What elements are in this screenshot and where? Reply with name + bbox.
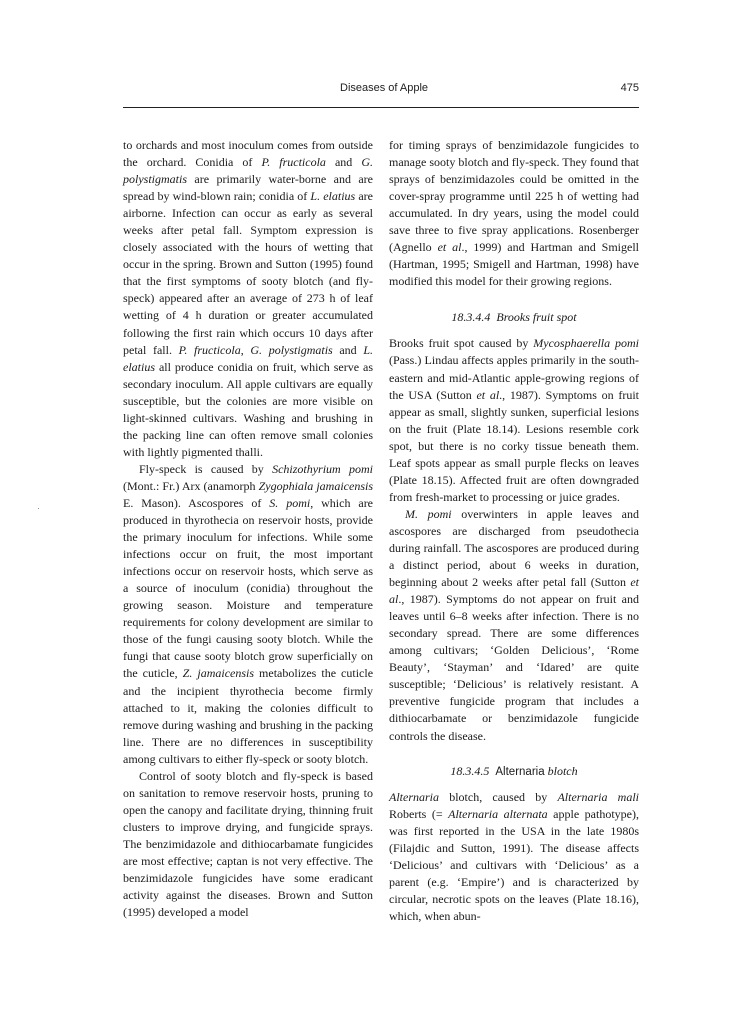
- left-column: [123, 137, 373, 921]
- text-run: (Mont.: Fr.) Arx (anamorph: [123, 478, 259, 493]
- header-rule: [123, 107, 639, 108]
- text-run: Brooks fruit spot caused by: [389, 336, 534, 351]
- italic-run: Alternaria mali: [557, 789, 639, 804]
- italic-run: Zygophiala jamaicensis: [258, 478, 373, 493]
- italic-run: Alternaria: [389, 789, 439, 804]
- section-title: blotch: [547, 763, 578, 778]
- running-header: [123, 82, 639, 102]
- text-run: ., 1999) and Hartman and Smigell (Hartman, 1995; Smigell and Hartman, 1998) have modified this model for their growing regions.: [389, 240, 640, 289]
- text-run: and: [325, 155, 362, 170]
- italic-run: P. fructicola: [178, 342, 241, 357]
- italic-run: et al: [389, 575, 639, 607]
- scan-speck: [38, 508, 39, 509]
- text-run: and: [332, 342, 364, 357]
- text-run: ,: [240, 342, 251, 357]
- section-number: 18.3.4.5: [450, 763, 490, 778]
- text-run: metabolizes the cuticle and the incipient thyrothecia become firmly attached to it, making the colonies difficult to remove during washing and brushing in the packing line. There are no differences in susceptibility among cultivars to either fly-speck or sooty blotch.: [123, 666, 374, 766]
- text-run: E. Mason). Ascospores of: [123, 495, 270, 510]
- paragraph: [123, 768, 373, 921]
- text-run: overwinters in apple leaves and ascospores are discharged from pseudothecia during rainfall. The ascospores are produced during a distinct period, about 6 weeks in duration, beginning about 2 weeks after petal fall (Sutton: [389, 506, 640, 590]
- italic-run: S. pomi: [269, 495, 311, 510]
- section-title: Brooks fruit spot: [496, 310, 577, 325]
- page-number: 475: [620, 82, 639, 94]
- paragraph: [123, 461, 373, 768]
- section-heading: [389, 763, 639, 781]
- italic-run: M. pomi: [405, 506, 452, 521]
- text-run: ., 1987). Symptoms do not appear on fruit and leaves until 6–8 weeks after infection. There is no secondary spread. There are some differences among cultivars; ‘Golden Delicious’, ‘Rome Beauty’, ‘Stayman’ and ‘Idared’ are quite susceptible; ‘Delicious’ is relatively resistant. A preventive fungicide program that includes a dithiocarbamate or benzimidazole fungicide controls the disease.: [389, 592, 639, 743]
- text-run: Fly-speck is caused by: [139, 461, 273, 476]
- text-run: all produce conidia on fruit, which serve as secondary inoculum. All apple cultivars are equally susceptible, but the colonies are more visible on light-skinned cultivars. Washing and brushing in the packing line can often remove small colonies with lightly pigmented thalli.: [123, 359, 373, 459]
- running-title: Diseases of Apple: [340, 82, 429, 94]
- italic-run: Z. jamaicensis: [182, 666, 255, 681]
- italic-run: L. elatius: [310, 189, 356, 204]
- text-run: are primarily water-borne and are spread by wind-blown rain; conidia of: [123, 172, 373, 204]
- italic-run: G. polystigmatis: [250, 342, 333, 357]
- paragraph: [123, 137, 373, 461]
- italic-run: et al: [437, 240, 462, 255]
- paragraph: [389, 789, 639, 925]
- italic-run: G. polystigmatis: [123, 155, 373, 187]
- italic-run: Schizothyrium pomi: [272, 461, 373, 476]
- text-run: are airborne. Infection can occur as early as several weeks after petal fall. Symptom expression is closely associated with the hours of wetting that occur in the spring. Brown and Sutton (1995) found that the first symptoms of sooty blotch (and fly-speck) appeared after an average of 273 h of leaf wetting of 4 h duration or greater accumulated following the first rain which occurs 10 days after petal fall.: [123, 189, 373, 357]
- text-run: apple pathotype), was first reported in the USA in the late 1980s (Filajdic and Sutton, 1991). The disease affects ‘Delicious’ and cultivars with ‘Delicious’ as a parent (e.g. ‘Empire’) and is characterized by circular, necrotic spots on the leaves (Plate 18.16), which, when abun-: [389, 806, 639, 923]
- text-run: , which are produced in thyrothecia on reservoir hosts, provide the primary inoculum for infections. While some infections occur on fruit, the most important infections occur on reservoir hosts, which serve as a source of inoculum (conidia) throughout the growing season. Moisture and temperature requirements for colony development are similar to those of the fungi causing sooty blotch. While the fungi that cause sooty blotch grow superficially on the cuticle,: [123, 495, 374, 681]
- text-run: for timing sprays of benzimidazole fungicides to manage sooty blotch and fly-speck. They found that sprays of benzimidazoles could be omitted in the cover-spray programme until 225 h of wetting had accumulated. In dry years, using the model could save three to five spray applications. Rosenberger (Agnello: [389, 138, 639, 255]
- text-run: blotch, caused by: [439, 789, 558, 804]
- paragraph: [389, 335, 639, 505]
- italic-run: et al: [476, 387, 500, 402]
- section-number: 18.3.4.4: [451, 310, 491, 325]
- italic-run: Mycosphaerella pomi: [533, 336, 640, 351]
- text-run: (Pass.) Lindau affects apples primarily in the south-eastern and mid-Atlantic apple-growing regions of the USA (Sutton: [389, 353, 639, 402]
- paragraph: [389, 137, 639, 290]
- text-run: ., 1987). Symptoms on fruit appear as small, slightly sunken, superficial lesions on the fruit (Plate 18.14). Lesions resemble cork spot, but there is no corky tissue beneath them. Leaf spots appear as small purple flecks on leaves (Plate 18.15). Affected fruit are often downgraded from fresh-market to processing or juice grades.: [389, 387, 639, 504]
- italic-run: Alternaria alternata: [448, 806, 548, 821]
- text-run: Roberts (=: [389, 806, 449, 821]
- italic-run: L. elatius: [123, 342, 374, 374]
- text-run: to orchards and most inoculum comes from outside the orchard. Conidia of: [123, 138, 373, 170]
- section-title-genus: Alternaria: [495, 765, 545, 778]
- paragraph: [389, 506, 639, 745]
- section-heading: [389, 309, 639, 326]
- text-run: Control of sooty blotch and fly-speck is based on sanitation to remove reservoir hosts, pruning to open the canopy and facilitate drying, thinning fruit clusters to improve drying, and fungicide sprays. The benzimidazole and dithiocarbamate fungicides are most effective; captan is not very effective. The benzimidazole fungicides have some eradicant activity against the diseases. Brown and Sutton (1995) developed a model: [123, 768, 373, 920]
- right-column: [389, 137, 639, 925]
- italic-run: P. fructicola: [261, 155, 326, 170]
